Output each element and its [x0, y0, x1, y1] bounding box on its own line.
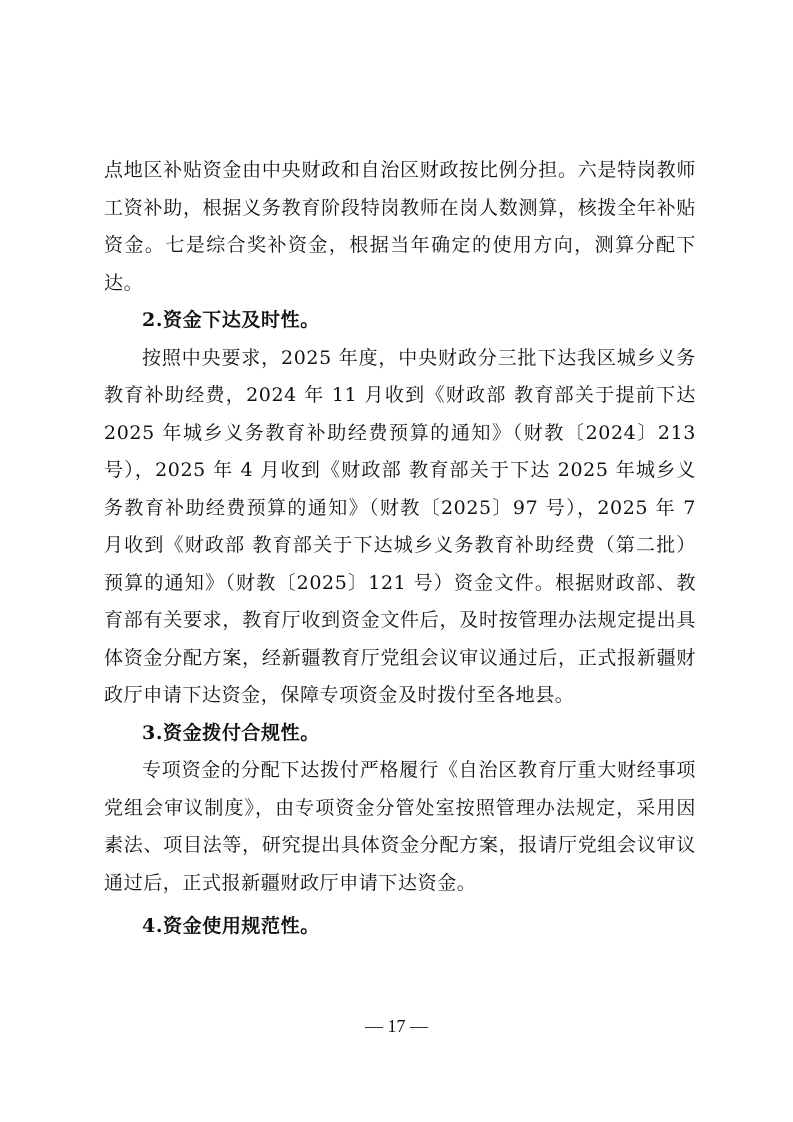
- section-heading-2: 2.资金下达及时性。: [142, 309, 320, 331]
- section-heading-3: 3.资金拨付合规性。: [142, 721, 320, 744]
- body-text: [104, 152, 696, 946]
- paragraph-compliance: 专项资金的分配下达拨付严格履行《自治区教育厅重大财经事项党组会审议制度》，由专项资金分管处室按照管理办法规定，采用因素法、项目法等，研究提出具体资金分配方案，报请厅党组会议审议通过后，正式报新疆财政厅申请下达资金。: [104, 759, 696, 894]
- paragraph-timeliness: 按照中央要求，2025 年度，中央财政分三批下达我区城乡义务教育补助经费，2024 年 11 月收到《财政部 教育部关于提前下达 2025 年城乡义务教育补助经费预算的通知》（财教〔2024〕213 号），2025 年 4 月收到《财政部 教育部关于下达 2025 年城乡义务教育补助经费预算的通知》（财教〔2025〕97 号），2025 年 7 月收到《财政部 教育部关于下达城乡义务教育补助经费（第二批）预算的通知》（财教〔2025〕121 号）资金文件。根据财政部、教育部有关要求，教育厅收到资金文件后，及时按管理办法规定提出具体资金分配方案，经新疆教育厅党组会议审议通过后，正式报新疆财政厅申请下达资金，保障专项资金及时拨付至各地县。: [104, 346, 696, 706]
- section-heading-4: 4.资金使用规范性。: [142, 915, 320, 937]
- paragraph-continuation: 点地区补贴资金由中央财政和自治区财政按比例分担。六是特岗教师工资补助，根据义务教育阶段特岗教师在岗人数测算，核拨全年补贴资金。七是综合奖补资金，根据当年确定的使用方向，测算分配下达。: [104, 159, 696, 294]
- page-number: — 17 —: [365, 1016, 428, 1036]
